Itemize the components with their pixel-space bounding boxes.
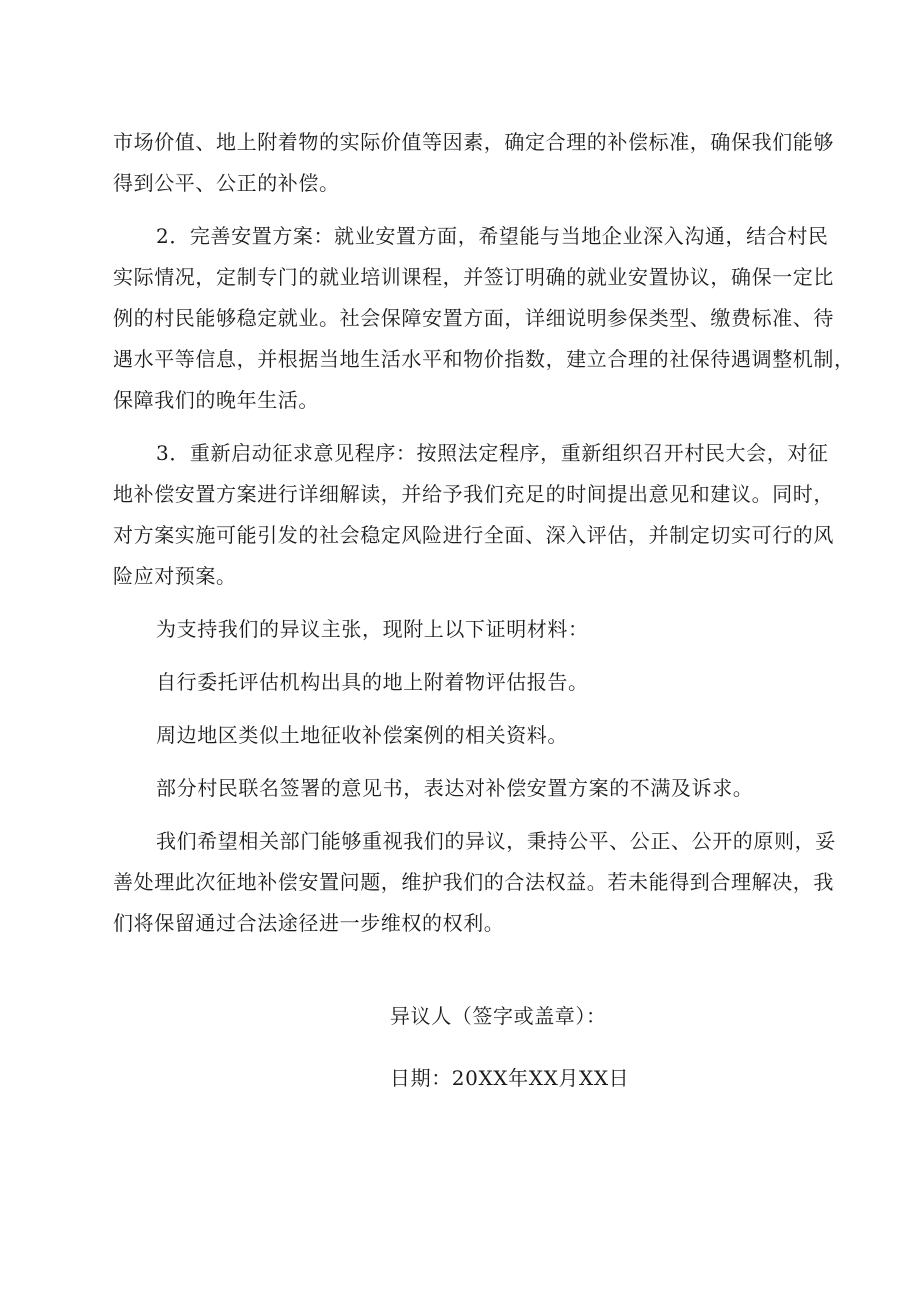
text-line: 地补偿安置方案进行详细解读，并给予我们充足的时间提出意见和建议。同时， — [113, 482, 834, 506]
paragraph-closing — [113, 821, 836, 944]
signature-block — [390, 985, 629, 1109]
text-line: 们将保留通过合法途径进一步维权的权利。 — [113, 911, 505, 935]
date-label: 日期：20XX年XX月XX日 — [390, 1066, 630, 1090]
paragraph-intro — [113, 122, 834, 204]
text-line: 实际情况，定制专门的就业培训课程，并签订明确的就业安置协议，确保一定比 — [113, 265, 834, 289]
text-line: 我们希望相关部门能够重视我们的异议，秉持公平、公正、公开的原则，妥 — [156, 829, 836, 853]
text-line: 得到公平、公正的补偿。 — [113, 171, 340, 195]
evidence-intro: 为支持我们的异议主张，现附上以下证明材料： — [156, 617, 589, 641]
evidence-item: 部分村民联名签署的意见书，表达对补偿安置方案的不满及诉求。 — [156, 776, 754, 800]
evidence-item: 周边地区类似土地征收补偿案例的相关资料。 — [156, 723, 568, 747]
text-line: 例的村民能够稳定就业。社会保障安置方面，详细说明参保类型、缴费标准、待 — [113, 306, 834, 330]
text-line: 遇水平等信息，并根据当地生活水平和物价指数，建立合理的社保待遇调整机制， — [113, 347, 855, 371]
text-line: 对方案实施可能引发的社会稳定风险进行全面、深入评估，并制定切实可行的风 — [113, 523, 834, 547]
text-line: 保障我们的晚年生活。 — [113, 388, 319, 412]
text-line: 3．重新启动征求意见程序：按照法定程序，重新组织召开村民大会，对征 — [156, 441, 829, 465]
paragraph-2-resettlement-plan — [113, 216, 855, 421]
paragraph-3-consultation — [113, 433, 834, 597]
text-line: 2．完善安置方案：就业安置方面，希望能与当地企业深入沟通，结合村民 — [156, 224, 829, 248]
text-line: 险应对预案。 — [113, 564, 237, 588]
evidence-list — [113, 662, 813, 809]
signature-label: 异议人（签字或盖章）： — [390, 1004, 607, 1028]
document-body — [113, 122, 855, 944]
evidence-item: 自行委托评估机构出具的地上附着物评估报告。 — [156, 670, 589, 694]
text-line: 善处理此次征地补偿安置问题，维护我们的合法权益。若未能得到合理解决，我 — [113, 870, 834, 894]
text-line: 市场价值、地上附着物的实际价值等因素，确定合理的补偿标准，确保我们能够 — [113, 130, 834, 154]
